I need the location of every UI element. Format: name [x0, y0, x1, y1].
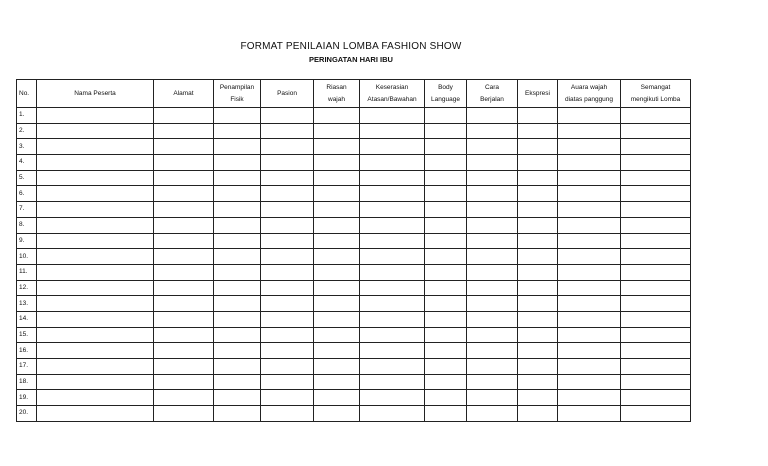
score-cell[interactable] [314, 108, 360, 124]
table-row [17, 139, 691, 155]
table-row [17, 170, 691, 186]
score-cell[interactable] [154, 233, 214, 249]
score-cell[interactable] [261, 123, 314, 139]
score-cell[interactable] [621, 374, 691, 390]
score-cell[interactable] [621, 280, 691, 296]
score-cell[interactable] [518, 359, 558, 375]
score-cell[interactable] [518, 217, 558, 233]
score-cell[interactable] [154, 202, 214, 218]
score-cell[interactable] [37, 108, 154, 124]
score-cell[interactable] [558, 202, 621, 218]
score-cell[interactable] [154, 327, 214, 343]
table-row [17, 249, 691, 265]
score-cell[interactable] [314, 249, 360, 265]
score-cell[interactable] [314, 374, 360, 390]
score-cell[interactable] [467, 390, 518, 406]
score-cell[interactable] [261, 233, 314, 249]
score-cell[interactable] [154, 280, 214, 296]
score-cell[interactable] [621, 359, 691, 375]
score-cell[interactable] [360, 374, 425, 390]
score-cell[interactable] [261, 343, 314, 359]
score-cell[interactable] [261, 170, 314, 186]
score-cell[interactable] [261, 155, 314, 171]
header-riasan-wajah: Riasan wajah [314, 80, 360, 108]
score-cell[interactable] [261, 217, 314, 233]
table-row [17, 280, 691, 296]
score-cell[interactable] [518, 311, 558, 327]
score-cell[interactable] [154, 186, 214, 202]
score-cell[interactable] [261, 311, 314, 327]
score-cell[interactable] [621, 343, 691, 359]
score-cell[interactable] [467, 139, 518, 155]
row-number: 18. [17, 374, 37, 390]
row-number: 1. [17, 108, 37, 124]
score-cell[interactable] [425, 186, 467, 202]
table-body [17, 108, 691, 422]
score-cell[interactable] [467, 108, 518, 124]
score-cell[interactable] [154, 139, 214, 155]
score-cell[interactable] [558, 155, 621, 171]
score-cell[interactable] [467, 123, 518, 139]
score-cell[interactable] [621, 390, 691, 406]
header-penampilan-fisik: Penampilan Fisik [214, 80, 261, 108]
score-cell[interactable] [558, 374, 621, 390]
score-cell[interactable] [467, 170, 518, 186]
score-cell[interactable] [518, 264, 558, 280]
score-cell[interactable] [154, 155, 214, 171]
score-cell[interactable] [425, 359, 467, 375]
score-cell[interactable] [214, 296, 261, 312]
score-cell[interactable] [621, 139, 691, 155]
score-cell[interactable] [558, 123, 621, 139]
score-cell[interactable] [37, 186, 154, 202]
score-cell[interactable] [214, 406, 261, 422]
score-cell[interactable] [467, 202, 518, 218]
score-cell[interactable] [467, 280, 518, 296]
row-number: 8. [17, 217, 37, 233]
score-cell[interactable] [154, 359, 214, 375]
score-cell[interactable] [467, 264, 518, 280]
score-cell[interactable] [360, 296, 425, 312]
score-cell[interactable] [621, 202, 691, 218]
table-row [17, 155, 691, 171]
score-cell[interactable] [37, 280, 154, 296]
row-number: 7. [17, 202, 37, 218]
score-cell[interactable] [214, 249, 261, 265]
score-cell[interactable] [518, 170, 558, 186]
score-cell[interactable] [154, 249, 214, 265]
score-cell[interactable] [518, 343, 558, 359]
table-row [17, 390, 691, 406]
row-number: 5. [17, 170, 37, 186]
score-cell[interactable] [214, 217, 261, 233]
score-cell[interactable] [261, 359, 314, 375]
score-cell[interactable] [314, 264, 360, 280]
header-ekspresi: Ekspresi [518, 80, 558, 108]
score-cell[interactable] [261, 108, 314, 124]
score-cell[interactable] [360, 280, 425, 296]
row-number: 10. [17, 249, 37, 265]
row-number: 14. [17, 311, 37, 327]
score-cell[interactable] [425, 390, 467, 406]
score-cell[interactable] [621, 311, 691, 327]
score-cell[interactable] [214, 123, 261, 139]
score-cell[interactable] [214, 311, 261, 327]
row-number: 2. [17, 123, 37, 139]
score-cell[interactable] [518, 108, 558, 124]
score-cell[interactable] [360, 186, 425, 202]
score-cell[interactable] [214, 374, 261, 390]
score-cell[interactable] [360, 249, 425, 265]
row-number: 4. [17, 155, 37, 171]
score-cell[interactable] [214, 343, 261, 359]
score-cell[interactable] [425, 280, 467, 296]
score-cell[interactable] [518, 296, 558, 312]
header-row [17, 80, 691, 108]
row-number: 15. [17, 327, 37, 343]
table-row [17, 343, 691, 359]
score-cell[interactable] [360, 359, 425, 375]
score-cell[interactable] [467, 249, 518, 265]
table-row [17, 217, 691, 233]
score-cell[interactable] [261, 374, 314, 390]
header-auara-wajah: Auara wajah diatas panggung [558, 80, 621, 108]
score-cell[interactable] [425, 406, 467, 422]
score-cell[interactable] [214, 139, 261, 155]
score-cell[interactable] [360, 327, 425, 343]
table-row [17, 264, 691, 280]
score-cell[interactable] [314, 202, 360, 218]
score-cell[interactable] [154, 264, 214, 280]
score-cell[interactable] [558, 264, 621, 280]
table-row [17, 108, 691, 124]
score-cell[interactable] [518, 123, 558, 139]
score-cell[interactable] [37, 170, 154, 186]
score-cell[interactable] [37, 202, 154, 218]
score-cell[interactable] [360, 264, 425, 280]
score-cell[interactable] [360, 217, 425, 233]
row-number: 3. [17, 139, 37, 155]
score-cell[interactable] [467, 359, 518, 375]
score-cell[interactable] [314, 343, 360, 359]
table-row [17, 233, 691, 249]
score-cell[interactable] [467, 186, 518, 202]
score-cell[interactable] [425, 264, 467, 280]
score-cell[interactable] [558, 108, 621, 124]
score-cell[interactable] [518, 249, 558, 265]
score-cell[interactable] [214, 280, 261, 296]
score-cell[interactable] [467, 343, 518, 359]
score-cell[interactable] [518, 374, 558, 390]
table-row [17, 123, 691, 139]
header-pasion: Pasion [261, 80, 314, 108]
table-row [17, 202, 691, 218]
table-row [17, 186, 691, 202]
score-cell[interactable] [261, 327, 314, 343]
score-cell[interactable] [261, 249, 314, 265]
score-cell[interactable] [37, 406, 154, 422]
score-cell[interactable] [467, 374, 518, 390]
score-cell[interactable] [518, 390, 558, 406]
score-cell[interactable] [558, 406, 621, 422]
row-number: 6. [17, 186, 37, 202]
score-cell[interactable] [261, 406, 314, 422]
score-cell[interactable] [37, 359, 154, 375]
table-row [17, 327, 691, 343]
score-cell[interactable] [621, 406, 691, 422]
score-cell[interactable] [154, 390, 214, 406]
score-cell[interactable] [558, 327, 621, 343]
score-cell[interactable] [425, 217, 467, 233]
score-cell[interactable] [314, 186, 360, 202]
score-cell[interactable] [261, 280, 314, 296]
score-cell[interactable] [425, 123, 467, 139]
score-cell[interactable] [558, 280, 621, 296]
score-cell[interactable] [360, 170, 425, 186]
score-cell[interactable] [37, 296, 154, 312]
score-cell[interactable] [360, 406, 425, 422]
score-cell[interactable] [314, 233, 360, 249]
score-cell[interactable] [154, 311, 214, 327]
score-cell[interactable] [214, 390, 261, 406]
row-number: 16. [17, 343, 37, 359]
score-cell[interactable] [518, 186, 558, 202]
header-nama-peserta: Nama Peserta [37, 80, 154, 108]
score-cell[interactable] [558, 343, 621, 359]
row-number: 17. [17, 359, 37, 375]
score-cell[interactable] [425, 327, 467, 343]
score-cell[interactable] [261, 186, 314, 202]
score-cell[interactable] [621, 186, 691, 202]
score-cell[interactable] [558, 311, 621, 327]
score-cell[interactable] [621, 108, 691, 124]
score-cell[interactable] [360, 311, 425, 327]
score-cell[interactable] [621, 264, 691, 280]
table-row [17, 311, 691, 327]
row-number: 20. [17, 406, 37, 422]
score-cell[interactable] [621, 233, 691, 249]
row-number: 13. [17, 296, 37, 312]
score-cell[interactable] [467, 311, 518, 327]
score-cell[interactable] [518, 406, 558, 422]
score-cell[interactable] [425, 108, 467, 124]
score-cell[interactable] [518, 202, 558, 218]
score-cell[interactable] [425, 233, 467, 249]
score-cell[interactable] [314, 170, 360, 186]
row-number: 9. [17, 233, 37, 249]
score-cell[interactable] [558, 186, 621, 202]
header-keserasian: Keserasian Atasan/Bawahan [360, 80, 425, 108]
score-cell[interactable] [37, 374, 154, 390]
row-number: 19. [17, 390, 37, 406]
score-cell[interactable] [261, 390, 314, 406]
score-cell[interactable] [314, 296, 360, 312]
score-cell[interactable] [314, 155, 360, 171]
score-cell[interactable] [467, 327, 518, 343]
score-cell[interactable] [314, 390, 360, 406]
form-title: FORMAT PENILAIAN LOMBA FASHION SHOW [240, 41, 462, 52]
score-cell[interactable] [425, 343, 467, 359]
table-row [17, 374, 691, 390]
score-cell[interactable] [314, 311, 360, 327]
score-cell[interactable] [518, 327, 558, 343]
score-cell[interactable] [360, 139, 425, 155]
score-cell[interactable] [261, 202, 314, 218]
score-cell[interactable] [467, 233, 518, 249]
score-cell[interactable] [360, 390, 425, 406]
score-cell[interactable] [621, 123, 691, 139]
score-cell[interactable] [518, 280, 558, 296]
score-cell[interactable] [154, 296, 214, 312]
score-cell[interactable] [558, 296, 621, 312]
score-cell[interactable] [214, 108, 261, 124]
score-cell[interactable] [37, 327, 154, 343]
row-number: 11. [17, 264, 37, 280]
header-semangat: Semangat mengikuti Lomba [621, 80, 691, 108]
table-row [17, 359, 691, 375]
score-cell[interactable] [425, 170, 467, 186]
score-cell[interactable] [314, 139, 360, 155]
score-cell[interactable] [425, 139, 467, 155]
score-cell[interactable] [154, 374, 214, 390]
score-cell[interactable] [37, 343, 154, 359]
score-cell[interactable] [425, 296, 467, 312]
score-cell[interactable] [360, 108, 425, 124]
score-cell[interactable] [214, 359, 261, 375]
score-cell[interactable] [314, 359, 360, 375]
score-cell[interactable] [425, 155, 467, 171]
score-cell[interactable] [154, 170, 214, 186]
score-cell[interactable] [467, 406, 518, 422]
score-cell[interactable] [360, 343, 425, 359]
score-cell[interactable] [314, 280, 360, 296]
score-cell[interactable] [621, 170, 691, 186]
score-cell[interactable] [154, 217, 214, 233]
score-cell[interactable] [425, 202, 467, 218]
score-cell[interactable] [558, 170, 621, 186]
table-row [17, 296, 691, 312]
header-no: No. [17, 80, 37, 108]
score-cell[interactable] [425, 374, 467, 390]
score-cell[interactable] [558, 390, 621, 406]
score-cell[interactable] [214, 233, 261, 249]
form-subtitle: PERINGATAN HARI IBU [309, 55, 393, 64]
score-cell[interactable] [360, 123, 425, 139]
score-cell[interactable] [214, 327, 261, 343]
score-cell[interactable] [314, 217, 360, 233]
score-cell[interactable] [558, 233, 621, 249]
score-cell[interactable] [425, 311, 467, 327]
score-cell[interactable] [214, 264, 261, 280]
score-cell[interactable] [261, 296, 314, 312]
header-body-language: Body Language [425, 80, 467, 108]
table-row [17, 406, 691, 422]
score-cell[interactable] [154, 108, 214, 124]
score-cell[interactable] [621, 155, 691, 171]
score-cell[interactable] [360, 233, 425, 249]
score-cell[interactable] [37, 139, 154, 155]
score-cell[interactable] [518, 139, 558, 155]
score-cell[interactable] [37, 390, 154, 406]
score-cell[interactable] [621, 296, 691, 312]
header-cara-berjalan: Cara Berjalan [467, 80, 518, 108]
score-cell[interactable] [314, 123, 360, 139]
score-cell[interactable] [467, 217, 518, 233]
score-cell[interactable] [37, 233, 154, 249]
score-cell[interactable] [558, 139, 621, 155]
score-cell[interactable] [467, 296, 518, 312]
score-cell[interactable] [37, 155, 154, 171]
score-cell[interactable] [518, 155, 558, 171]
score-cell[interactable] [214, 186, 261, 202]
score-cell[interactable] [621, 327, 691, 343]
score-cell[interactable] [558, 249, 621, 265]
score-cell[interactable] [314, 327, 360, 343]
score-cell[interactable] [214, 155, 261, 171]
score-cell[interactable] [154, 406, 214, 422]
score-cell[interactable] [37, 264, 154, 280]
score-cell[interactable] [425, 249, 467, 265]
score-cell[interactable] [360, 202, 425, 218]
score-cell[interactable] [214, 202, 261, 218]
score-cell[interactable] [558, 217, 621, 233]
score-cell[interactable] [261, 139, 314, 155]
score-cell[interactable] [621, 249, 691, 265]
score-cell[interactable] [37, 217, 154, 233]
score-cell[interactable] [360, 155, 425, 171]
row-number: 12. [17, 280, 37, 296]
score-cell[interactable] [467, 155, 518, 171]
scoring-table [16, 79, 691, 422]
score-cell[interactable] [154, 343, 214, 359]
score-cell[interactable] [37, 123, 154, 139]
score-cell[interactable] [558, 359, 621, 375]
score-cell[interactable] [621, 217, 691, 233]
score-cell[interactable] [154, 123, 214, 139]
score-cell[interactable] [37, 249, 154, 265]
score-cell[interactable] [37, 311, 154, 327]
score-cell[interactable] [518, 233, 558, 249]
score-cell[interactable] [314, 406, 360, 422]
score-cell[interactable] [261, 264, 314, 280]
score-cell[interactable] [214, 170, 261, 186]
header-alamat: Alamat [154, 80, 214, 108]
